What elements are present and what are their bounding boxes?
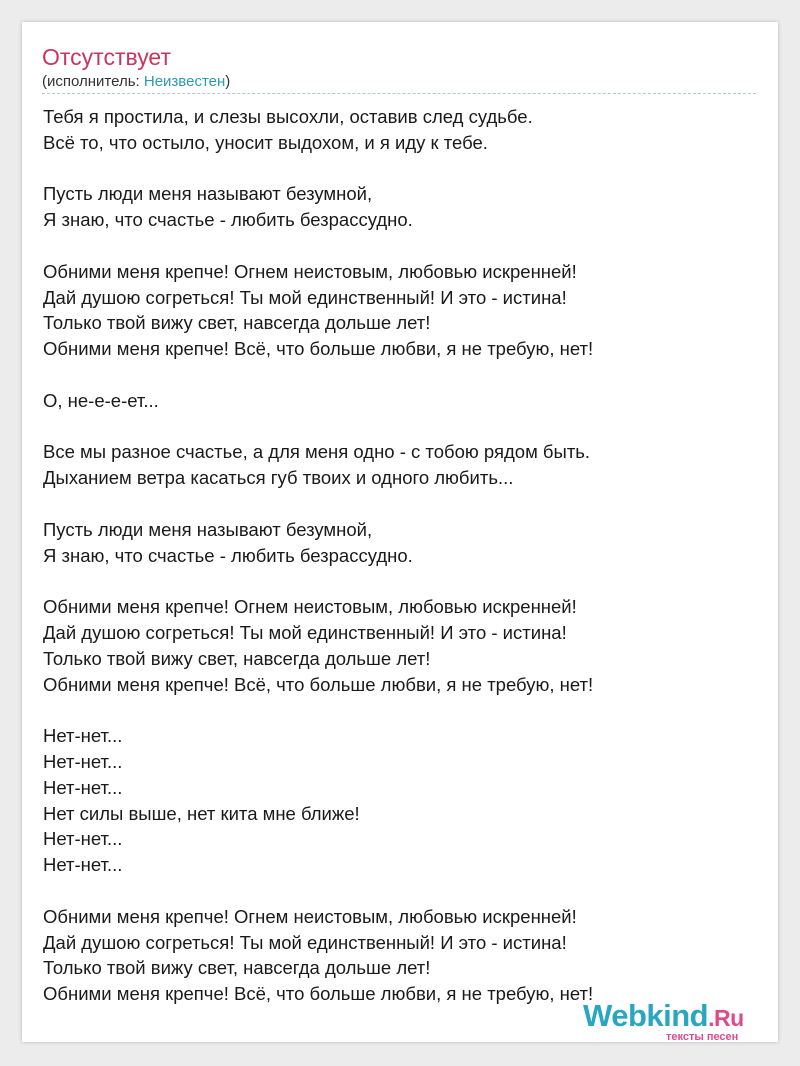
- lyrics-line: Тебя я простила, и слезы высохли, оставив след судьбе.: [43, 106, 533, 127]
- lyrics-stanza: [43, 723, 763, 878]
- artist-prefix: (исполнитель:: [42, 73, 144, 90]
- logo-domain: .Ru: [708, 1005, 744, 1031]
- lyrics-line: Обними меня крепче! Огнем неистовым, любовью искренней!: [43, 905, 577, 927]
- lyrics-line: О, не-е-е-ет...: [43, 389, 159, 411]
- lyrics-line: Нет-нет...: [43, 776, 123, 798]
- lyrics-stanza: [43, 439, 763, 491]
- lyrics-line: Нет-нет...: [43, 750, 123, 772]
- lyrics-stanza: [43, 181, 763, 233]
- lyrics-line: Только твой вижу свет, навсегда дольше лет!: [43, 312, 431, 334]
- artist-line: [42, 73, 230, 90]
- lyrics-line: Дай душою согреться! Ты мой единственный! И это - истина!: [43, 621, 567, 643]
- lyrics-line: Обними меня крепче! Всё, что больше любви, я не требую, нет!: [43, 338, 594, 360]
- lyrics-stanza: [43, 517, 763, 569]
- logo-name: Webkind: [583, 998, 709, 1033]
- lyrics-line: Всё то, что остыло, уносит выдохом, и я иду к тебе.: [43, 131, 488, 153]
- lyrics-line: Нет-нет...: [43, 725, 123, 747]
- lyrics-line: Нет-нет...: [43, 854, 123, 876]
- lyrics-line: Дыханием ветра касаться губ твоих и одного любить...: [43, 467, 514, 489]
- site-logo[interactable]: [583, 998, 778, 1042]
- lyrics-stanza: [43, 594, 763, 697]
- lyrics-line: Нет-нет...: [43, 828, 123, 850]
- logo-tagline: тексты песен: [666, 1031, 739, 1042]
- lyrics-line: Только твой вижу свет, навсегда дольше лет!: [43, 647, 431, 669]
- lyrics-page: [22, 22, 778, 1042]
- artist-link[interactable]: Неизвестен: [143, 73, 226, 90]
- lyrics-line: Обними меня крепче! Огнем неистовым, любовью искренней!: [43, 260, 577, 282]
- logo-wordmark: [583, 998, 744, 1034]
- lyrics-line: Обними меня крепче! Всё, что больше любви, я не требую, нет!: [43, 673, 594, 695]
- lyrics-stanza: [43, 904, 763, 1007]
- lyrics-line: Дай душою согреться! Ты мой единственный! И это - истина!: [43, 286, 567, 308]
- lyrics-line: Дай душою согреться! Ты мой единственный! И это - истина!: [43, 931, 567, 953]
- lyrics-line: Обними меня крепче! Огнем неистовым, любовью искренней!: [43, 596, 577, 618]
- lyrics-line: Пусть люди меня называют безумной,: [43, 518, 373, 540]
- lyrics-line: Я знаю, что счастье - любить безрассудно.: [43, 544, 413, 566]
- lyrics-stanza: [43, 259, 763, 362]
- lyrics-line: Нет силы выше, нет кита мне ближе!: [43, 802, 360, 824]
- lyrics-line: Все мы разное счастье, а для меня одно - с тобою рядом быть.: [43, 441, 591, 463]
- lyrics-text: [43, 104, 763, 1033]
- lyrics-line: Я знаю, что счастье - любить безрассудно.: [43, 209, 413, 231]
- lyrics-stanza: [43, 388, 763, 414]
- artist-suffix: ): [225, 73, 231, 90]
- header-divider: [42, 93, 756, 94]
- lyrics-line: Только твой вижу свет, навсегда дольше лет!: [43, 957, 431, 979]
- lyrics-stanza: [43, 104, 763, 156]
- song-title: Отсутствует: [42, 44, 171, 70]
- lyrics-line: Пусть люди меня называют безумной,: [43, 183, 373, 205]
- lyrics-line: Обними меня крепче! Всё, что больше любви, я не требую, нет!: [43, 983, 594, 1005]
